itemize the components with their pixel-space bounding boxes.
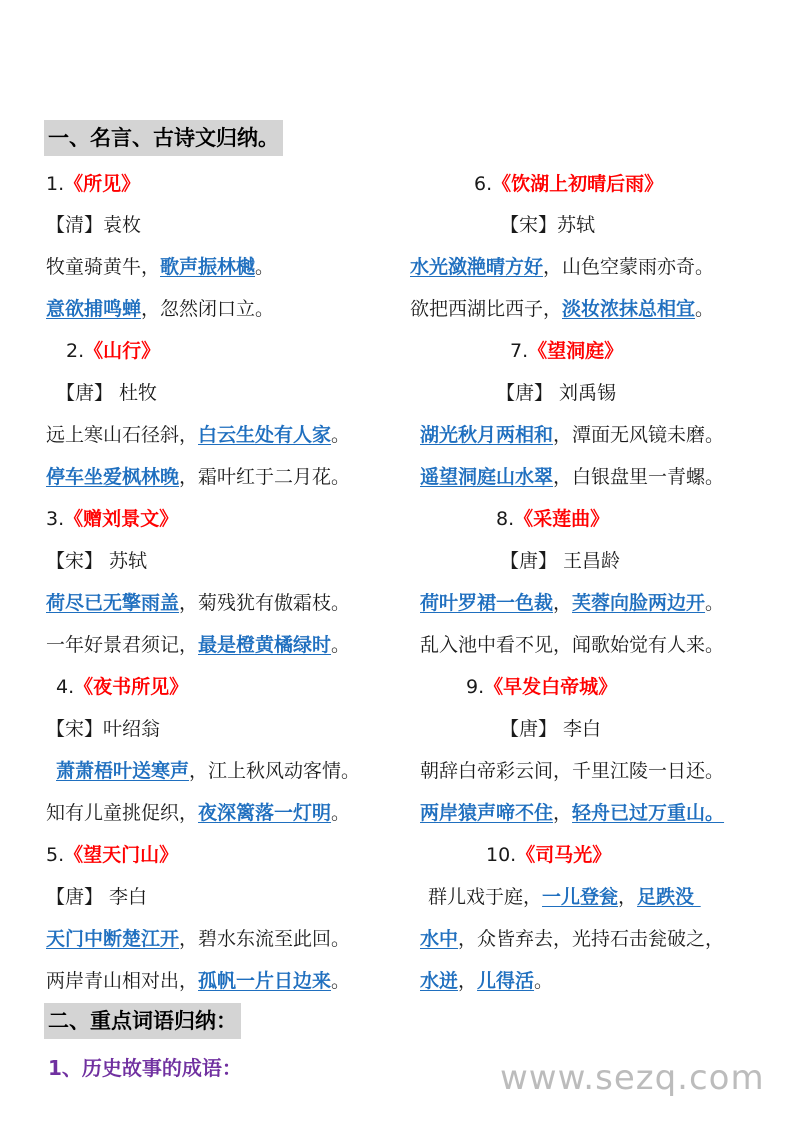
poem-key-phrase: 白云生处有人家 [198,424,332,446]
poem-6-title [474,170,663,198]
poem-text: ，菊残犹有傲霜枝。 [179,592,351,614]
poem-5-line-1 [46,925,350,953]
poem-8-author: 【唐】 王昌龄 [500,550,621,572]
poem-9-author: 【唐】 李白 [500,718,602,740]
poem-text: ，潭面无风镜未磨。 [553,424,725,446]
poem-title: 《早发白帝城》 [484,676,618,698]
poem-number: 8. [496,508,515,530]
poem-title: 《望天门山》 [64,844,179,866]
poem-9-line-2 [420,799,724,827]
poem-key-phrase: 歌声振林樾 [160,256,256,278]
poem-key-phrase: 最是橙黄橘绿时 [198,634,332,656]
poem-text: 两岸青山相对出， [46,970,199,992]
poem-3-author: 【宋】 苏轼 [46,550,148,572]
poem-title: 《所见》 [64,173,141,195]
poem-text: 朝辞白帝彩云间，千里江陵一日还。 [420,760,725,782]
poem-key-phrase: 芙蓉向脸两边开 [572,592,706,614]
poem-key-phrase: 水迸 [420,970,459,992]
poem-text: ，山色空蒙雨亦奇。 [543,256,715,278]
section-heading-key-words: 二、重点词语归纳： [44,1003,241,1039]
poem-10-title [486,841,611,869]
poem-text: 牧童骑黄牛， [46,256,161,278]
poem-key-phrase: 水光潋滟晴方好 [410,256,544,278]
poem-text: ，碧水东流至此回。 [179,928,351,950]
poem-text: ，江上秋风动客情。 [189,760,361,782]
poem-title: 《望洞庭》 [528,340,624,362]
poem-text: 远上寒山石径斜， [46,424,199,446]
poem-5-author: 【唐】 李白 [46,886,148,908]
poem-key-phrase: 遥望洞庭山水翠 [420,466,554,488]
poem-number: 9. [466,676,485,698]
poem-text: 一年好景君须记， [46,634,199,656]
poem-text: 。 [331,970,351,992]
poem-4-line-2 [46,799,350,827]
poem-4-title [56,673,188,701]
poem-key-phrase: 淡妆浓抹总相宜 [562,298,696,320]
watermark: www.sezq.com [500,1058,765,1098]
section-heading-quotes: 一、名言、古诗文归纳。 [44,120,283,156]
poem-3-title [46,505,178,533]
poem-5-line-2 [46,967,350,995]
poem-text: 。 [695,298,715,320]
poem-key-phrase: 湖光秋月两相和 [420,424,554,446]
poem-key-phrase: 天门中断楚江开 [46,928,180,950]
poem-number: 1. [46,173,65,195]
poem-1-author: 【清】袁枚 [46,214,142,236]
poem-title: 《司马光》 [516,844,612,866]
poem-text: ， [618,886,638,908]
poem-2-line-2 [46,463,350,491]
poem-number: 6. [474,173,493,195]
poem-key-phrase: 足跌没 [637,886,701,908]
poem-text: 。 [331,802,351,824]
poem-7-author: 【唐】 刘禹锡 [496,382,617,404]
poem-text: 知有儿童挑促织， [46,802,199,824]
poem-8-line-2 [420,631,724,659]
poem-9-title [466,673,617,701]
poem-text: ，众皆弃去，光持石击瓮破之， [458,928,725,950]
poem-title: 《饮湖上初晴后雨》 [492,173,664,195]
poem-key-phrase: 萧萧梧叶送寒声 [56,760,190,782]
poem-key-phrase: 儿得活 [477,970,535,992]
poem-text: ，白银盘里一青螺。 [553,466,725,488]
poem-text: ，霜叶红于二月花。 [179,466,351,488]
poem-6-author: 【宋】苏轼 [500,214,596,236]
poem-text: ，忽然闭口立。 [141,298,275,320]
poem-key-phrase: 停车坐爱枫林晚 [46,466,180,488]
poem-10-line-3 [420,967,553,995]
poem-text: 乱入池中看不见，闻歌始觉有人来。 [420,634,725,656]
poem-text: 。 [534,970,554,992]
poem-key-phrase: 一儿登瓮 [542,886,619,908]
poem-2-line-1 [46,421,350,449]
poem-number: 7. [510,340,529,362]
poem-8-line-1 [420,589,724,617]
poem-number: 4. [56,676,75,698]
poem-2-author: 【唐】 杜牧 [56,382,158,404]
poem-10-line-2 [420,925,724,953]
poem-7-title [510,337,623,365]
poem-1-line-1 [46,253,274,281]
poem-6-line-2 [410,295,714,323]
poem-title: 《夜书所见》 [74,676,189,698]
poem-title: 《山行》 [84,340,161,362]
poem-key-phrase: 荷尽已无擎雨盖 [46,592,180,614]
poem-key-phrase: 水中 [420,928,459,950]
poem-4-author: 【宋】叶绍翁 [46,718,161,740]
poem-title: 《赠刘景文》 [64,508,179,530]
poem-number: 3. [46,508,65,530]
poem-9-line-1 [420,757,724,785]
poem-text: ， [458,970,478,992]
poem-number: 2. [66,340,85,362]
poem-1-title [46,170,140,198]
poem-6-line-1 [410,253,714,281]
poem-1-line-2 [46,295,274,323]
poem-text: 。 [705,592,725,614]
poem-7-line-2 [420,463,724,491]
poem-text: ， [553,802,573,824]
poem-key-phrase: 孤帆一片日边来 [198,970,332,992]
poem-key-phrase: 意欲捕鸣蝉 [46,298,142,320]
poem-3-line-1 [46,589,350,617]
poem-4-line-1 [56,757,360,785]
poem-key-phrase: 荷叶罗裙一色裁 [420,592,554,614]
poem-7-line-1 [420,421,724,449]
poem-number: 10. [486,844,517,866]
poem-2-title [66,337,160,365]
poem-number: 5. [46,844,65,866]
poem-text: 群儿戏于庭， [428,886,543,908]
poem-text: 。 [255,256,275,278]
poem-text: 。 [331,634,351,656]
poem-5-title [46,841,178,869]
poem-text: 欲把西湖比西子， [410,298,563,320]
poem-10-line-1 [428,883,701,911]
poem-text: ， [553,592,573,614]
poem-8-title [496,505,609,533]
poem-key-phrase: 两岸猿声啼不住 [420,802,554,824]
poem-key-phrase: 夜深篱落一灯明 [198,802,332,824]
subsection-heading-idioms: 1、历史故事的成语： [48,1056,242,1080]
poem-key-phrase: 轻舟已过万重山。 [572,802,725,824]
poem-text: 。 [331,424,351,446]
poem-3-line-2 [46,631,350,659]
poem-title: 《采莲曲》 [514,508,610,530]
